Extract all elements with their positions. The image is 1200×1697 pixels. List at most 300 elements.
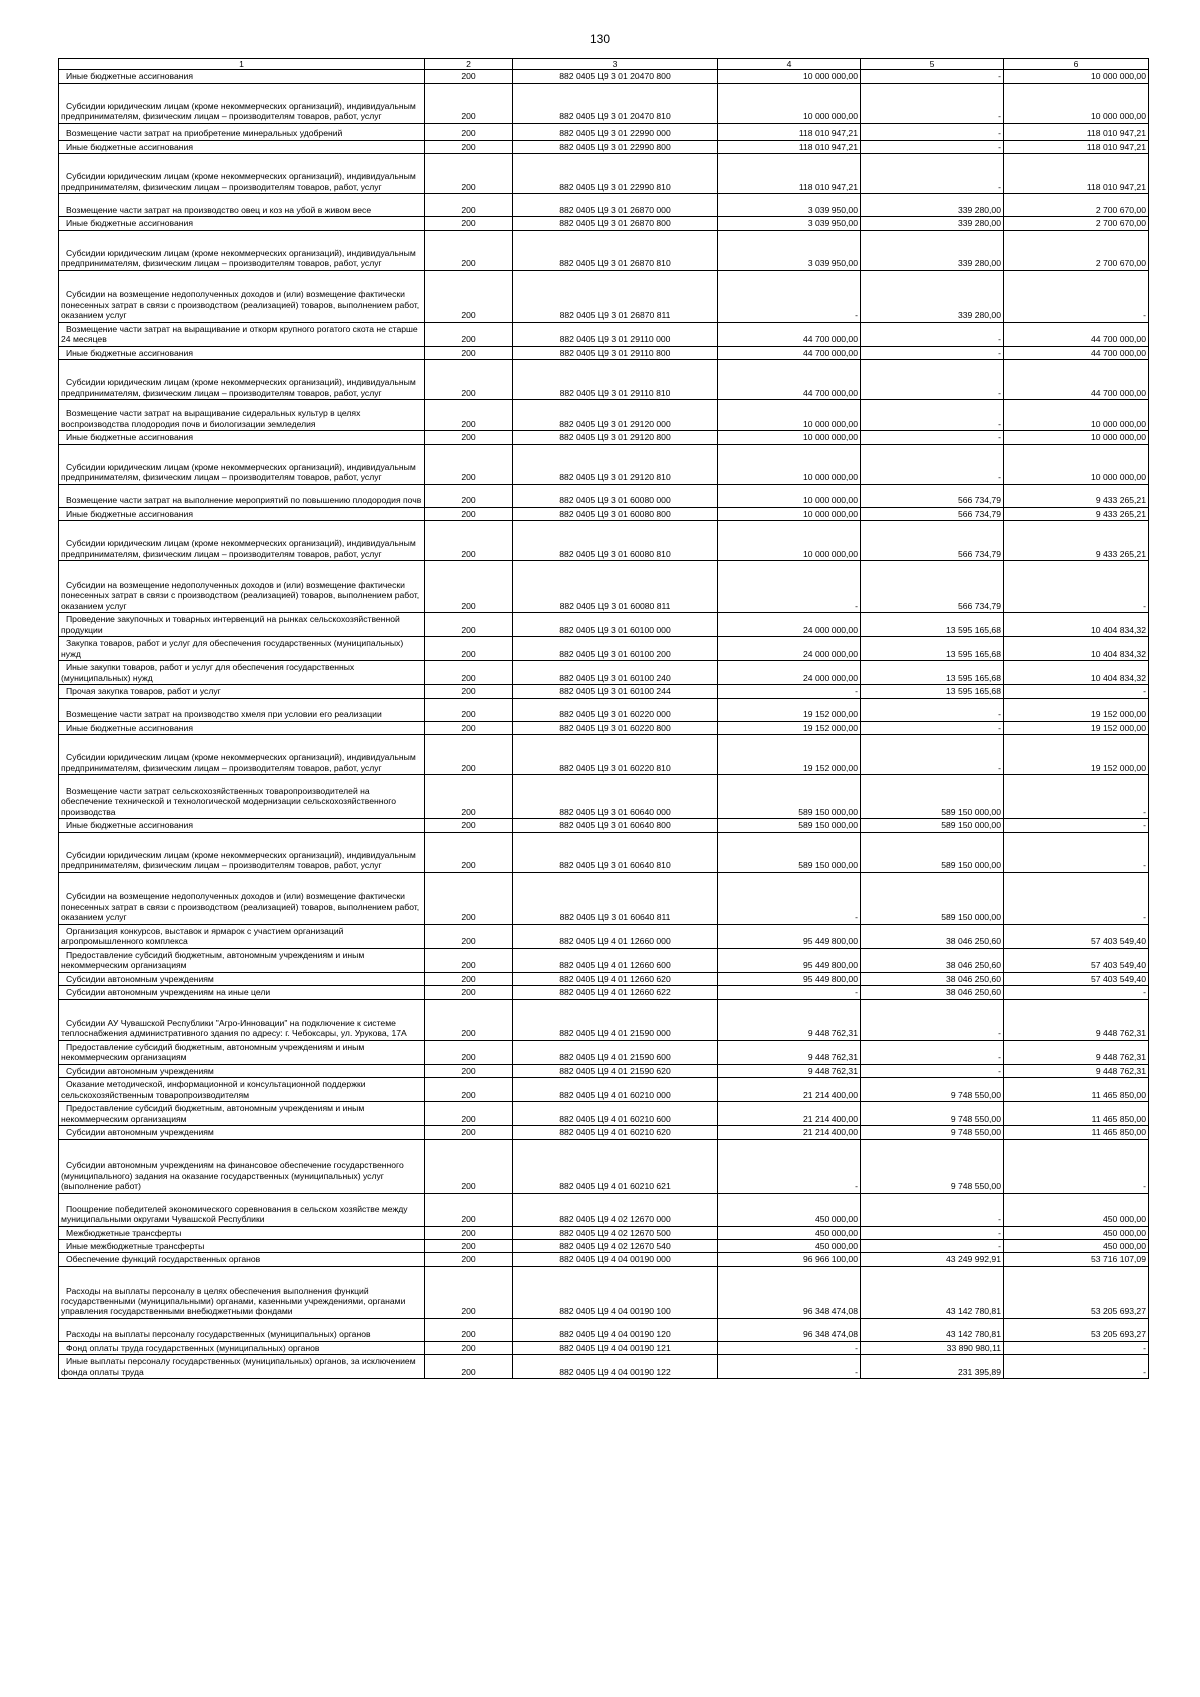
row-unexecuted-amount-cell: 57 403 549,40 <box>1004 924 1149 948</box>
table-row <box>59 70 1149 83</box>
row-approved-amount-cell: 44 700 000,00 <box>718 322 861 346</box>
row-approved-amount-cell: 24 000 000,00 <box>718 613 861 637</box>
row-name-text: Иные межбюджетные трансферты <box>66 1240 205 1251</box>
row-executed-amount-cell: - <box>861 140 1004 153</box>
row-approved-amount-cell: - <box>718 872 861 924</box>
row-executed-amount-cell: - <box>861 431 1004 444</box>
row-name-text: Субсидии на возмещение недополученных доходов и (или) возмещение фактически понесенных затрат в связи с производством (реализацией) товаров, выполнением работ, оказанием услуг <box>61 289 420 321</box>
row-unexecuted-amount-cell: 53 716 107,09 <box>1004 1253 1149 1266</box>
row-line-code-cell: 200 <box>425 972 513 985</box>
header-col-6: 6 <box>1004 59 1149 70</box>
row-name-text: Субсидии на возмещение недополученных доходов и (или) возмещение фактически понесенных затрат в связи с производством (реализацией) товаров, выполнением работ, оказанием услуг <box>61 579 420 611</box>
row-approved-amount-cell: 96 348 474,08 <box>718 1266 861 1318</box>
row-executed-amount-cell: 589 150 000,00 <box>861 775 1004 819</box>
row-name-text: Оказание методической, информационной и консультационной поддержки сельскохозяйственным товаропроизводителям <box>61 1079 366 1100</box>
table-row <box>59 1341 1149 1354</box>
row-approved-amount-cell: 9 448 762,31 <box>718 1040 861 1064</box>
row-approved-amount-cell: 10 000 000,00 <box>718 400 861 431</box>
row-name-cell <box>59 986 425 999</box>
row-name-text: Иные выплаты персоналу государственных (муниципальных) органов, за исключением фонда оплаты труда <box>61 1356 416 1377</box>
row-executed-amount-cell: 339 280,00 <box>861 217 1004 230</box>
table-row <box>59 1139 1149 1193</box>
row-approved-amount-cell: - <box>718 1139 861 1193</box>
row-approved-amount-cell: 118 010 947,21 <box>718 154 861 194</box>
table-row <box>59 872 1149 924</box>
row-name-cell <box>59 194 425 217</box>
row-line-code-cell: 200 <box>425 1341 513 1354</box>
row-name-text: Субсидии юридическим лицам (кроме некоммерческих организаций), индивидуальным предпринимателям, физическим лицам – производителям товаров, работ, услуг <box>61 752 416 773</box>
row-name-text: Иные бюджетные ассигнования <box>66 508 194 519</box>
row-budget-code-cell: 882 0405 Ц9 3 01 29120 810 <box>513 444 718 484</box>
row-name-cell <box>59 685 425 698</box>
row-unexecuted-amount-cell: 118 010 947,21 <box>1004 140 1149 153</box>
row-unexecuted-amount-cell: 10 000 000,00 <box>1004 444 1149 484</box>
row-line-code-cell: 200 <box>425 140 513 153</box>
row-executed-amount-cell: 43 142 780,81 <box>861 1266 1004 1318</box>
row-approved-amount-cell: 450 000,00 <box>718 1239 861 1252</box>
row-line-code-cell: 200 <box>425 270 513 322</box>
row-name-cell <box>59 561 425 613</box>
row-name-cell <box>59 1078 425 1102</box>
row-line-code-cell: 200 <box>425 1064 513 1077</box>
row-approved-amount-cell: - <box>718 270 861 322</box>
row-name-cell <box>59 507 425 520</box>
row-line-code-cell: 200 <box>425 217 513 230</box>
table-row <box>59 507 1149 520</box>
table-row <box>59 986 1149 999</box>
row-budget-code-cell: 882 0405 Ц9 3 01 29110 000 <box>513 322 718 346</box>
row-budget-code-cell: 882 0405 Ц9 4 01 60210 621 <box>513 1139 718 1193</box>
row-budget-code-cell: 882 0405 Ц9 3 01 60100 240 <box>513 661 718 685</box>
row-line-code-cell: 200 <box>425 1226 513 1239</box>
row-executed-amount-cell: 43 249 992,91 <box>861 1253 1004 1266</box>
row-budget-code-cell: 882 0405 Ц9 3 01 60080 810 <box>513 521 718 561</box>
row-name-text: Иные бюджетные ассигнования <box>66 347 194 358</box>
table-row <box>59 775 1149 819</box>
row-line-code-cell: 200 <box>425 1318 513 1341</box>
row-line-code-cell: 200 <box>425 637 513 661</box>
table-row <box>59 140 1149 153</box>
row-unexecuted-amount-cell: 9 448 762,31 <box>1004 1040 1149 1064</box>
row-name-cell <box>59 484 425 507</box>
row-name-text: Субсидии автономным учреждениям <box>66 1127 214 1138</box>
row-line-code-cell: 200 <box>425 832 513 872</box>
table-row <box>59 1318 1149 1341</box>
row-executed-amount-cell: 33 890 980,11 <box>861 1341 1004 1354</box>
row-budget-code-cell: 882 0405 Ц9 3 01 60640 811 <box>513 872 718 924</box>
row-name-cell <box>59 1040 425 1064</box>
row-line-code-cell: 200 <box>425 1040 513 1064</box>
table-row <box>59 561 1149 613</box>
row-line-code-cell: 200 <box>425 444 513 484</box>
row-name-cell <box>59 661 425 685</box>
row-name-cell <box>59 1226 425 1239</box>
row-name-cell <box>59 270 425 322</box>
row-approved-amount-cell: 10 000 000,00 <box>718 521 861 561</box>
row-executed-amount-cell: 13 595 165,68 <box>861 661 1004 685</box>
row-line-code-cell: 200 <box>425 400 513 431</box>
row-approved-amount-cell: - <box>718 1341 861 1354</box>
row-executed-amount-cell: - <box>861 400 1004 431</box>
row-unexecuted-amount-cell: - <box>1004 775 1149 819</box>
row-budget-code-cell: 882 0405 Ц9 3 01 26870 811 <box>513 270 718 322</box>
row-budget-code-cell: 882 0405 Ц9 4 01 21590 620 <box>513 1064 718 1077</box>
row-budget-code-cell: 882 0405 Ц9 3 01 20470 810 <box>513 83 718 123</box>
row-unexecuted-amount-cell: 19 152 000,00 <box>1004 721 1149 734</box>
row-unexecuted-amount-cell: 57 403 549,40 <box>1004 948 1149 972</box>
row-unexecuted-amount-cell: 19 152 000,00 <box>1004 698 1149 721</box>
row-approved-amount-cell: 9 448 762,31 <box>718 999 861 1040</box>
row-name-text: Возмещение части затрат сельскохозяйственных товаропроизводителей на обеспечение технической и технологической модернизации сельскохозяйственного производства <box>61 785 397 817</box>
row-budget-code-cell: 882 0405 Ц9 3 01 60080 811 <box>513 561 718 613</box>
row-unexecuted-amount-cell: 450 000,00 <box>1004 1226 1149 1239</box>
row-unexecuted-amount-cell: 450 000,00 <box>1004 1239 1149 1252</box>
row-budget-code-cell: 882 0405 Ц9 3 01 26870 810 <box>513 230 718 270</box>
row-budget-code-cell: 882 0405 Ц9 3 01 60640 000 <box>513 775 718 819</box>
row-name-text: Иные бюджетные ассигнования <box>66 71 194 82</box>
row-name-cell <box>59 1266 425 1318</box>
row-name-cell <box>59 322 425 346</box>
row-name-cell <box>59 1253 425 1266</box>
row-line-code-cell: 200 <box>425 1266 513 1318</box>
row-line-code-cell: 200 <box>425 986 513 999</box>
row-approved-amount-cell: 589 150 000,00 <box>718 775 861 819</box>
row-name-text: Субсидии автономным учреждениям <box>66 973 214 984</box>
row-budget-code-cell: 882 0405 Ц9 4 04 00190 000 <box>513 1253 718 1266</box>
table-body <box>59 70 1149 1379</box>
row-executed-amount-cell: - <box>861 360 1004 400</box>
row-unexecuted-amount-cell: 57 403 549,40 <box>1004 972 1149 985</box>
row-line-code-cell: 200 <box>425 431 513 444</box>
row-executed-amount-cell: 566 734,79 <box>861 561 1004 613</box>
row-unexecuted-amount-cell: 2 700 670,00 <box>1004 230 1149 270</box>
row-budget-code-cell: 882 0405 Ц9 4 01 12660 620 <box>513 972 718 985</box>
row-executed-amount-cell: 339 280,00 <box>861 194 1004 217</box>
row-name-cell <box>59 83 425 123</box>
row-name-cell <box>59 1139 425 1193</box>
row-line-code-cell: 200 <box>425 1126 513 1139</box>
row-approved-amount-cell: 118 010 947,21 <box>718 123 861 140</box>
row-line-code-cell: 200 <box>425 735 513 775</box>
table-row <box>59 1102 1149 1126</box>
table-row <box>59 521 1149 561</box>
row-executed-amount-cell: - <box>861 83 1004 123</box>
row-name-cell <box>59 1318 425 1341</box>
row-unexecuted-amount-cell: 44 700 000,00 <box>1004 346 1149 359</box>
row-name-text: Субсидии юридическим лицам (кроме некоммерческих организаций), индивидуальным предпринимателям, физическим лицам – производителям товаров, работ, услуг <box>61 101 416 122</box>
row-executed-amount-cell: - <box>861 154 1004 194</box>
row-executed-amount-cell: - <box>861 735 1004 775</box>
row-executed-amount-cell: 9 748 550,00 <box>861 1126 1004 1139</box>
row-executed-amount-cell: 9 748 550,00 <box>861 1078 1004 1102</box>
row-line-code-cell: 200 <box>425 83 513 123</box>
table-row <box>59 400 1149 431</box>
row-name-cell <box>59 346 425 359</box>
row-name-text: Субсидии автономным учреждениям на финансовое обеспечение государственного (муниципального) задания на оказание государственных (муниципальных) услуг (выполнение работ) <box>61 1160 404 1192</box>
row-name-cell <box>59 1341 425 1354</box>
row-unexecuted-amount-cell: - <box>1004 561 1149 613</box>
budget-execution-table <box>58 58 1149 1379</box>
row-budget-code-cell: 882 0405 Ц9 4 04 00190 100 <box>513 1266 718 1318</box>
table-row <box>59 1253 1149 1266</box>
row-name-cell <box>59 360 425 400</box>
row-name-cell <box>59 217 425 230</box>
row-line-code-cell: 200 <box>425 360 513 400</box>
row-approved-amount-cell: 24 000 000,00 <box>718 637 861 661</box>
row-executed-amount-cell: 566 734,79 <box>861 484 1004 507</box>
row-executed-amount-cell: 13 595 165,68 <box>861 685 1004 698</box>
row-budget-code-cell: 882 0405 Ц9 3 01 26870 000 <box>513 194 718 217</box>
table-row <box>59 431 1149 444</box>
row-unexecuted-amount-cell: 9 448 762,31 <box>1004 1064 1149 1077</box>
row-executed-amount-cell: - <box>861 322 1004 346</box>
row-name-cell <box>59 230 425 270</box>
row-unexecuted-amount-cell: 11 465 850,00 <box>1004 1126 1149 1139</box>
row-unexecuted-amount-cell: 53 205 693,27 <box>1004 1318 1149 1341</box>
table-row <box>59 999 1149 1040</box>
row-approved-amount-cell: 10 000 000,00 <box>718 83 861 123</box>
row-unexecuted-amount-cell: 118 010 947,21 <box>1004 123 1149 140</box>
row-line-code-cell: 200 <box>425 484 513 507</box>
table-row <box>59 1193 1149 1226</box>
row-budget-code-cell: 882 0405 Ц9 4 01 12660 600 <box>513 948 718 972</box>
row-line-code-cell: 200 <box>425 872 513 924</box>
row-budget-code-cell: 882 0405 Ц9 4 02 12670 540 <box>513 1239 718 1252</box>
row-executed-amount-cell: - <box>861 721 1004 734</box>
row-unexecuted-amount-cell: 53 205 693,27 <box>1004 1266 1149 1318</box>
row-budget-code-cell: 882 0405 Ц9 4 01 60210 000 <box>513 1078 718 1102</box>
row-name-cell <box>59 832 425 872</box>
row-name-text: Возмещение части затрат на производство хмеля при условии его реализации <box>66 709 382 720</box>
row-name-cell <box>59 637 425 661</box>
table-row <box>59 83 1149 123</box>
row-approved-amount-cell: 589 150 000,00 <box>718 832 861 872</box>
row-name-cell <box>59 431 425 444</box>
row-budget-code-cell: 882 0405 Ц9 4 02 12670 500 <box>513 1226 718 1239</box>
row-name-cell <box>59 1193 425 1226</box>
row-unexecuted-amount-cell: 19 152 000,00 <box>1004 735 1149 775</box>
row-executed-amount-cell: 339 280,00 <box>861 230 1004 270</box>
row-budget-code-cell: 882 0405 Ц9 4 01 12660 000 <box>513 924 718 948</box>
row-name-text: Иные бюджетные ассигнования <box>66 722 194 733</box>
row-executed-amount-cell: 566 734,79 <box>861 507 1004 520</box>
row-budget-code-cell: 882 0405 Ц9 3 01 22990 810 <box>513 154 718 194</box>
row-budget-code-cell: 882 0405 Ц9 3 01 26870 800 <box>513 217 718 230</box>
row-name-text: Субсидии юридическим лицам (кроме некоммерческих организаций), индивидуальным предпринимателям, физическим лицам – производителям товаров, работ, услуг <box>61 247 416 269</box>
row-approved-amount-cell: 450 000,00 <box>718 1193 861 1226</box>
row-budget-code-cell: 882 0405 Ц9 3 01 29110 810 <box>513 360 718 400</box>
row-budget-code-cell: 882 0405 Ц9 3 01 60100 244 <box>513 685 718 698</box>
row-name-cell <box>59 123 425 140</box>
row-approved-amount-cell: 95 449 800,00 <box>718 924 861 948</box>
row-line-code-cell: 200 <box>425 194 513 217</box>
row-name-text: Возмещение части затрат на производство овец и коз на убой в живом весе <box>66 204 372 215</box>
row-name-cell <box>59 1064 425 1077</box>
row-unexecuted-amount-cell: 10 404 834,32 <box>1004 661 1149 685</box>
row-name-text: Прочая закупка товаров, работ и услуг <box>66 686 221 697</box>
row-name-text: Возмещение части затрат на приобретение минеральных удобрений <box>66 128 343 139</box>
row-name-text: Субсидии автономным учреждениям на иные цели <box>66 987 271 998</box>
row-executed-amount-cell: 38 046 250,60 <box>861 948 1004 972</box>
row-line-code-cell: 200 <box>425 721 513 734</box>
row-budget-code-cell: 882 0405 Ц9 3 01 60220 800 <box>513 721 718 734</box>
row-line-code-cell: 200 <box>425 698 513 721</box>
row-name-cell <box>59 775 425 819</box>
row-name-cell <box>59 735 425 775</box>
row-budget-code-cell: 882 0405 Ц9 3 01 60080 800 <box>513 507 718 520</box>
row-approved-amount-cell: 10 000 000,00 <box>718 70 861 83</box>
row-executed-amount-cell: 38 046 250,60 <box>861 972 1004 985</box>
table-row <box>59 123 1149 140</box>
table-row <box>59 735 1149 775</box>
row-name-text: Поощрение победителей экономического соревнования в сельском хозяйстве между муниципальными округами Чувашской Республики <box>61 1203 408 1225</box>
row-name-text: Субсидии на возмещение недополученных доходов и (или) возмещение фактически понесенных затрат в связи с производством (реализацией) товаров, выполнением работ, оказанием услуг <box>61 891 420 923</box>
row-executed-amount-cell: 566 734,79 <box>861 521 1004 561</box>
row-line-code-cell: 200 <box>425 775 513 819</box>
row-line-code-cell: 200 <box>425 661 513 685</box>
row-line-code-cell: 200 <box>425 230 513 270</box>
table-row <box>59 194 1149 217</box>
header-col-3: 3 <box>513 59 718 70</box>
row-unexecuted-amount-cell: 10 404 834,32 <box>1004 613 1149 637</box>
row-name-cell <box>59 872 425 924</box>
row-unexecuted-amount-cell: - <box>1004 1355 1149 1379</box>
table-row <box>59 346 1149 359</box>
row-name-text: Субсидии юридическим лицам (кроме некоммерческих организаций), индивидуальным предпринимателям, физическим лицам – производителям товаров, работ, услуг <box>61 171 416 192</box>
row-name-text: Субсидии юридическим лицам (кроме некоммерческих организаций), индивидуальным предпринимателям, физическим лицам – производителям товаров, работ, услуг <box>61 461 416 483</box>
table-row <box>59 270 1149 322</box>
row-budget-code-cell: 882 0405 Ц9 3 01 60080 000 <box>513 484 718 507</box>
row-unexecuted-amount-cell: 10 404 834,32 <box>1004 637 1149 661</box>
row-executed-amount-cell: 589 150 000,00 <box>861 819 1004 832</box>
row-budget-code-cell: 882 0405 Ц9 4 01 60210 620 <box>513 1126 718 1139</box>
table-row <box>59 1064 1149 1077</box>
row-unexecuted-amount-cell: - <box>1004 832 1149 872</box>
table-row <box>59 1040 1149 1064</box>
row-approved-amount-cell: 3 039 950,00 <box>718 230 861 270</box>
row-name-cell <box>59 924 425 948</box>
row-executed-amount-cell: 9 748 550,00 <box>861 1139 1004 1193</box>
row-approved-amount-cell: 21 214 400,00 <box>718 1078 861 1102</box>
row-name-cell <box>59 521 425 561</box>
row-name-text: Проведение закупочных и товарных интервенций на рынках сельскохозяйственной продукции <box>61 614 400 635</box>
row-budget-code-cell: 882 0405 Ц9 4 02 12670 000 <box>513 1193 718 1226</box>
row-line-code-cell: 200 <box>425 819 513 832</box>
row-approved-amount-cell: 19 152 000,00 <box>718 698 861 721</box>
row-executed-amount-cell: - <box>861 444 1004 484</box>
table-row <box>59 613 1149 637</box>
row-name-cell <box>59 819 425 832</box>
row-unexecuted-amount-cell: - <box>1004 819 1149 832</box>
row-name-text: Расходы на выплаты персоналу в целях обеспечения выполнения функций государственными (муниципальными) органами, казенными учреждениями, органами управления государственными внебюджетными фондами <box>61 1285 406 1317</box>
row-approved-amount-cell: 44 700 000,00 <box>718 346 861 359</box>
row-unexecuted-amount-cell: - <box>1004 986 1149 999</box>
row-line-code-cell: 200 <box>425 507 513 520</box>
row-unexecuted-amount-cell: 11 465 850,00 <box>1004 1102 1149 1126</box>
row-name-cell <box>59 444 425 484</box>
row-approved-amount-cell: 589 150 000,00 <box>718 819 861 832</box>
row-budget-code-cell: 882 0405 Ц9 4 04 00190 121 <box>513 1341 718 1354</box>
header-row <box>59 59 1149 70</box>
row-line-code-cell: 200 <box>425 685 513 698</box>
row-executed-amount-cell: 589 150 000,00 <box>861 872 1004 924</box>
row-name-text: Возмещение части затрат на выполнение мероприятий по повышению плодородия почв <box>66 495 422 506</box>
row-name-text: Фонд оплаты труда государственных (муниципальных) органов <box>66 1342 320 1353</box>
row-line-code-cell: 200 <box>425 1239 513 1252</box>
row-name-cell <box>59 140 425 153</box>
row-line-code-cell: 200 <box>425 1102 513 1126</box>
table-row <box>59 924 1149 948</box>
row-budget-code-cell: 882 0405 Ц9 3 01 29120 800 <box>513 431 718 444</box>
row-approved-amount-cell: 24 000 000,00 <box>718 661 861 685</box>
row-name-text: Субсидии автономным учреждениям <box>66 1065 214 1076</box>
table-row <box>59 444 1149 484</box>
row-unexecuted-amount-cell: - <box>1004 270 1149 322</box>
row-approved-amount-cell: - <box>718 685 861 698</box>
row-approved-amount-cell: 10 000 000,00 <box>718 444 861 484</box>
row-name-cell <box>59 999 425 1040</box>
row-budget-code-cell: 882 0405 Ц9 3 01 60100 000 <box>513 613 718 637</box>
row-unexecuted-amount-cell: 118 010 947,21 <box>1004 154 1149 194</box>
row-budget-code-cell: 882 0405 Ц9 4 01 21590 000 <box>513 999 718 1040</box>
row-unexecuted-amount-cell: 450 000,00 <box>1004 1193 1149 1226</box>
row-unexecuted-amount-cell: 44 700 000,00 <box>1004 322 1149 346</box>
row-name-cell <box>59 70 425 83</box>
row-unexecuted-amount-cell: 9 433 265,21 <box>1004 521 1149 561</box>
row-executed-amount-cell: - <box>861 1239 1004 1252</box>
row-approved-amount-cell: 21 214 400,00 <box>718 1126 861 1139</box>
row-budget-code-cell: 882 0405 Ц9 3 01 22990 800 <box>513 140 718 153</box>
row-line-code-cell: 200 <box>425 70 513 83</box>
row-executed-amount-cell: - <box>861 123 1004 140</box>
row-line-code-cell: 200 <box>425 1139 513 1193</box>
row-name-text: Субсидии юридическим лицам (кроме некоммерческих организаций), индивидуальным предпринимателям, физическим лицам – производителям товаров, работ, услуг <box>61 377 416 398</box>
table-row <box>59 217 1149 230</box>
row-name-text: Расходы на выплаты персоналу государственных (муниципальных) органов <box>66 1329 371 1340</box>
table-row <box>59 1355 1149 1379</box>
row-unexecuted-amount-cell: - <box>1004 685 1149 698</box>
row-approved-amount-cell: 3 039 950,00 <box>718 194 861 217</box>
row-approved-amount-cell: 3 039 950,00 <box>718 217 861 230</box>
row-executed-amount-cell: 9 748 550,00 <box>861 1102 1004 1126</box>
row-name-text: Иные бюджетные ассигнования <box>66 432 194 443</box>
table-row <box>59 1239 1149 1252</box>
page-number: 130 <box>589 32 611 46</box>
row-budget-code-cell: 882 0405 Ц9 3 01 22990 000 <box>513 123 718 140</box>
table-row <box>59 1126 1149 1139</box>
row-approved-amount-cell: 95 449 800,00 <box>718 948 861 972</box>
row-line-code-cell: 200 <box>425 322 513 346</box>
row-approved-amount-cell: 118 010 947,21 <box>718 140 861 153</box>
row-budget-code-cell: 882 0405 Ц9 3 01 20470 800 <box>513 70 718 83</box>
row-executed-amount-cell: - <box>861 1226 1004 1239</box>
table-row <box>59 721 1149 734</box>
header-col-4: 4 <box>718 59 861 70</box>
row-executed-amount-cell: - <box>861 1064 1004 1077</box>
header-col-1: 1 <box>59 59 425 70</box>
row-unexecuted-amount-cell: 10 000 000,00 <box>1004 70 1149 83</box>
row-name-cell <box>59 400 425 431</box>
row-budget-code-cell: 882 0405 Ц9 3 01 29120 000 <box>513 400 718 431</box>
row-unexecuted-amount-cell: 2 700 670,00 <box>1004 217 1149 230</box>
table-row <box>59 685 1149 698</box>
row-name-text: Иные бюджетные ассигнования <box>66 218 194 229</box>
row-name-text: Иные бюджетные ассигнования <box>66 820 194 831</box>
row-name-cell <box>59 1102 425 1126</box>
table-row <box>59 1226 1149 1239</box>
row-line-code-cell: 200 <box>425 1355 513 1379</box>
row-approved-amount-cell: 10 000 000,00 <box>718 484 861 507</box>
